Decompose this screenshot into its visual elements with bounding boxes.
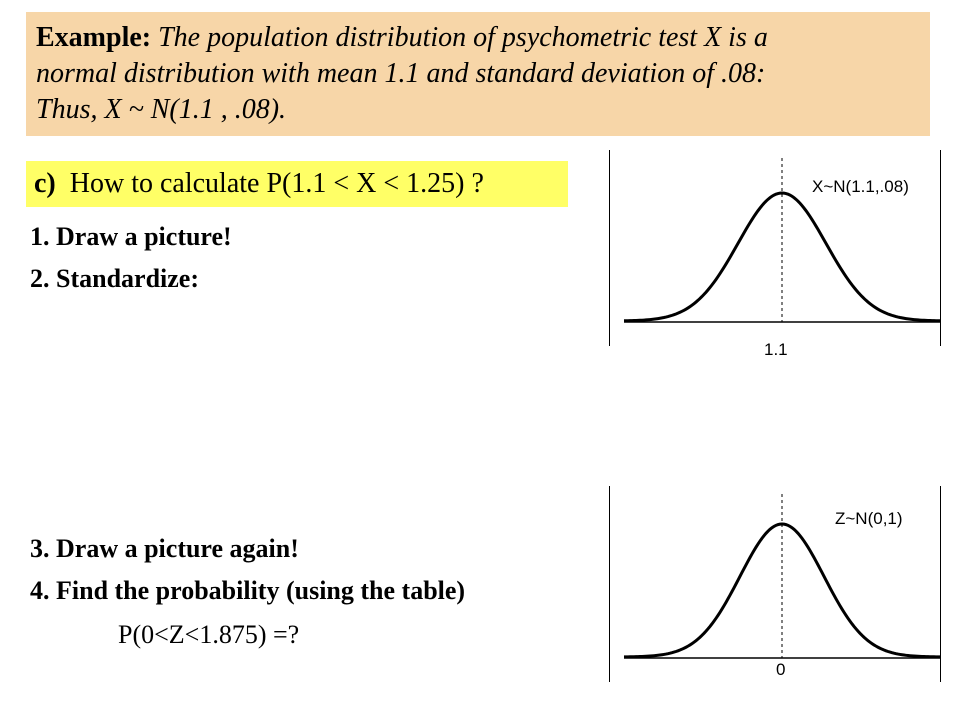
step-draw-picture-again: 3. Draw a picture again! xyxy=(30,534,299,563)
example-line-3 xyxy=(36,92,920,128)
step-find-probability: 4. Find the probability (using the table) xyxy=(30,576,466,605)
example-line-1 xyxy=(36,20,920,56)
question-text: How to calculate P(1.1 < X < 1.25) ? xyxy=(69,168,484,199)
probability-expression: P(0<Z<1.875) =? xyxy=(118,620,300,649)
mean-label-z: 0 xyxy=(776,660,786,679)
example-line-2 xyxy=(36,56,920,92)
step-standardize: 2. Standardize: xyxy=(30,264,199,293)
mean-label-x: 1.1 xyxy=(764,340,788,359)
example-text-line-3: Thus, X ~ N(1.1 , .08). xyxy=(36,94,287,125)
question-box xyxy=(26,161,568,207)
distribution-label-z: Z~N(0,1) xyxy=(835,509,903,528)
question-label: c) xyxy=(34,168,56,199)
step-draw-picture: 1. Draw a picture! xyxy=(30,222,232,251)
distribution-label-x: X~N(1.1,.08) xyxy=(812,177,909,196)
normal-curve-plot-x xyxy=(609,150,941,346)
example-text-line-2: normal distribution with mean 1.1 and standard deviation of .08: xyxy=(36,58,766,89)
example-label: Example: xyxy=(36,22,152,53)
example-text-line-1: The population distribution of psychometric test X is a xyxy=(158,22,768,53)
example-box xyxy=(26,12,930,136)
normal-curve-plot-z xyxy=(609,486,941,682)
